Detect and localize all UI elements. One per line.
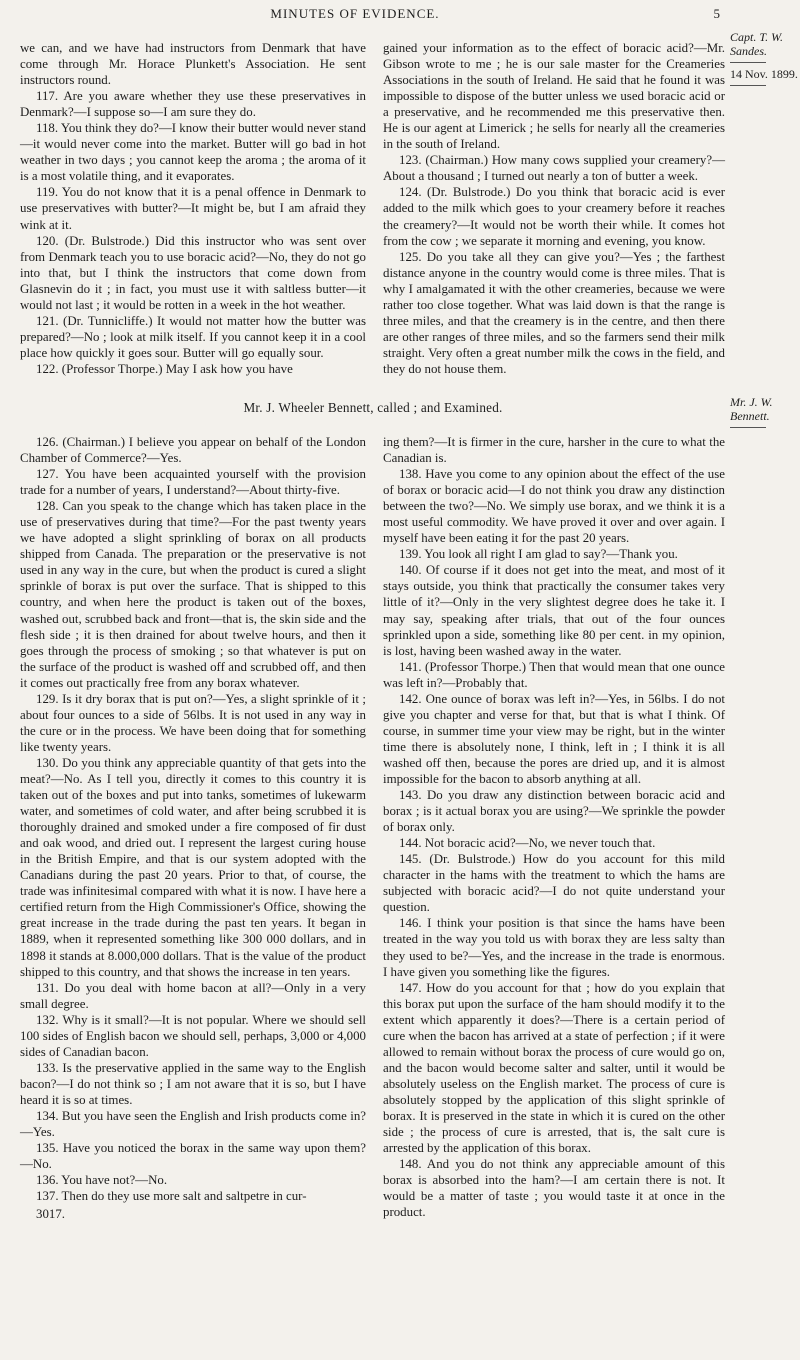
- running-title: MINUTES OF EVIDENCE.: [270, 6, 440, 21]
- margin-note-witness-two: [730, 395, 798, 432]
- section-one-left-column: [20, 40, 366, 377]
- margin-note-witness-one: [730, 30, 798, 90]
- margin-witness-name: Mr. J. W. Bennett.: [730, 395, 773, 423]
- section-two-right-column: [383, 434, 725, 1220]
- paragraph: 119. You do not know that it is a penal offence in Denmark to use preservatives with butter?—It might be, but I am afraid they wink at it.: [20, 185, 366, 232]
- paragraph: 137. Then do they use more salt and saltpetre in cur-: [36, 1189, 307, 1204]
- paragraph: 145. (Dr. Bulstrode.) How do you account for this mild character in the hams with the treatment to which the hams are subjected with boracic acid?—I do not quite understand your question.: [383, 852, 725, 915]
- paragraph: 128. Can you speak to the change which has taken place in the use of preservatives during that time?—For the past twenty years we have adopted a slight sprinkling of borax on all products shipped from Canada. The preparation or the preservative is not used in any way in the cure, but when the product is cured a slight sprinkle of borax is put over the surface. That is shipped to this country, and when here the product is taken out of the boxes, washed out, scrubbed back and front—that is, the skin side and the flesh side ; it is then drained for about twelve hours, and then it goes through the process of smoking ; so that whatever is put on the surface of the product is washed off and scrubbed off, and then it comes out practically free from any borax whatever.: [20, 499, 366, 690]
- paragraph: 121. (Dr. Tunnicliffe.) It would not matter how the butter was prepared?—No ; look at milk itself. If you cannot keep it in a cool place how quickly it goes sour. Butter will go equally sour.: [20, 313, 366, 360]
- paragraph: 123. (Chairman.) How many cows supplied your creamery?—About a thousand ; I turned out nearly a ton of butter a week.: [383, 153, 725, 184]
- paragraph: gained your information as to the effect of boracic acid?—Mr. Gibson wrote to me ; he is our sale master for the Creameries Associations in the south of Ireland. He said that he found it was impossible to dispose of the butter unless we used boracic acid or a preservative, and he recommended me this preservative then. He is our agent at Limerick ; he sells for nearly all the creameries in the south of Ireland.: [383, 41, 725, 152]
- witness-heading: Mr. J. Wheeler Bennett, called ; and Examined.: [243, 400, 503, 415]
- paragraph: 143. Do you draw any distinction between boracic acid and borax ; is it actual borax you are using?—We sprinkle the powder of borax only.: [383, 788, 725, 835]
- paragraph: 125. Do you take all they can give you?—Yes ; the farthest distance anyone in the country would come is three miles. That is why I amalgamated it with the other creameries, because we were rather too close together. What was laid down is that the range is three miles, and that the creamery is in the centre, and then there are other ranges of three miles, and so the farmers send their milk straight. Very often a great number milk the cows in the field, and they do not house them.: [383, 249, 725, 376]
- margin-divider: [730, 85, 766, 86]
- paragraph: 133. Is the preservative applied in the same way to the English bacon?—I do not think so ; I am not aware that it is so, but I have heard it is so at times.: [20, 1060, 366, 1107]
- paragraph: 118. You think they do?—I know their butter would never stand—it would never come into the market. Butter will go bad in hot weather in two days ; you cannot keep the aroma ; the aroma of it is a most volatile thing, and it evaporates.: [20, 121, 366, 184]
- section-one-right-column: [383, 40, 725, 377]
- paragraph: 130. Do you think any appreciable quantity of that gets into the meat?—No. As I tell you, directly it comes to this country it is taken out of the boxes and put into tanks, sometimes of lukewarm water, and sometimes of cold water, and after being scrubbed it is thoroughly drained and smoked under a fire composed of fir dust and oak wood, and dried out. I represent the largest curing house in the British Empire, and that is our system adopted with the Canadians during the past 20 years. Prior to that, of course, the trade was infinitesimal compared with what it is now. I have here a certified return from the High Commissioner's Office, showing the great increase in the trade during the past ten years. It began in 1889, when it represented something like 300 000 dollars, and in 1898 it stands at 8.000,000 dollars. That is the value of the product shipped to this country, and that shows the increase in ten years.: [20, 755, 366, 979]
- paragraph: 127. You have been acquainted yourself with the provision trade for a number of years, I understand?—About thirty-five.: [20, 467, 366, 498]
- signature-mark: 3017.: [36, 1207, 66, 1222]
- paragraph: we can, and we have had instructors from Denmark that have come through Mr. Horace Plunkett's Association. He sent instructors round.: [20, 41, 366, 88]
- margin-date: 14 Nov. 1899.: [730, 67, 798, 81]
- paragraph: 131. Do you deal with home bacon at all?—Only in a very small degree.: [20, 980, 366, 1011]
- paragraph: 147. How do you account for that ; how do you explain that this borax put upon the surface of the ham should modify it to the extent which apparently it does?—There is a certain period of cure when the bacon has arrived at a state of perfection ; if it were allowed to remain without borax the process of cure would go on, and the bacon would become salter and salter, until it would be absolutely useless on the English market. The process of cure is absolutely stopped by the application of this slight sprinkle of borax. It is preserved in the state in which it is cured on the other side ; the process of cure is arrested, that is, the salt cure is arrested by the application of this borax.: [383, 980, 725, 1156]
- margin-divider: [730, 427, 766, 428]
- paragraph: 148. And you do not think any appreciable amount of this borax is absorbed into the ham?—I am certain there is not. It would be a matter of taste ; you would taste it at once in the product.: [383, 1157, 725, 1220]
- paragraph: 144. Not boracic acid?—No, we never touch that.: [399, 836, 656, 851]
- paragraph: 135. Have you noticed the borax in the same way upon them?—No.: [20, 1141, 366, 1172]
- paragraph: 122. (Professor Thorpe.) May I ask how you have: [36, 361, 293, 376]
- paragraph: 142. One ounce of borax was left in?—Yes, in 56lbs. I do not give you chapter and verse for that, but that is what I think. Of course, in summer time your view may be right, but in the winter time there is absolutely none, I think, left in ; I think it is all washed off then, because the pores are dried up, and it is almost impossible for the bacon to absorb anything at all.: [383, 691, 725, 786]
- margin-divider: [730, 62, 766, 63]
- paragraph: 132. Why is it small?—It is not popular. Where we should sell 100 sides of English bacon we should sell, perhaps, 3,000 or 4,000 sides of Canadian bacon.: [20, 1012, 366, 1059]
- paragraph: 136. You have not?—No.: [36, 1173, 168, 1188]
- paragraph: 138. Have you come to any opinion about the effect of the use of borax or boracic acid—I do not think you draw any distinction between the two?—No. We simply use borax, and we think it is a most useful commodity. We have proved it over and over again. I myself have been eating it for the past 20 years.: [383, 467, 725, 546]
- paragraph: 134. But you have seen the English and Irish products come in?—Yes.: [20, 1108, 366, 1140]
- paragraph: 141. (Professor Thorpe.) Then that would mean that one ounce was left in?—Probably that.: [383, 659, 725, 690]
- paragraph: 120. (Dr. Bulstrode.) Did this instructor who was sent over from Denmark teach you to use boracic acid?—No, they do not go into that, but I think the instructors that come down from Glasnevin do it ; in fact, you must use it with saltless butter—it would not last ; it would be rotten in a week in the hot weather.: [20, 233, 366, 312]
- page-header: [20, 6, 720, 28]
- paragraph: 129. Is it dry borax that is put on?—Yes, a slight sprinkle of it ; about four ounces to a side of 56lbs. It is not used in any way in the cure or in the process. We have been doing that for something like twenty years.: [20, 691, 366, 754]
- paragraph: 117. Are you aware whether they use these preservatives in Denmark?—I suppose so—I am sure they do.: [20, 89, 366, 120]
- paragraph: 140. Of course if it does not get into the meat, and most of it stays outside, you think that practically the consumer takes very little of it?—Only in the very slightest degree does he take it. I may say, speaking after trials, that out of the four ounces sprinkled upon a side, something like 80 per cent. in my opinion, is lost, having been washed away in the water.: [383, 563, 725, 658]
- paragraph: ing them?—It is firmer in the cure, harsher in the cure to what the Canadian is.: [383, 435, 725, 466]
- section-two-left-column: [20, 434, 366, 1222]
- margin-witness-name: Capt. T. W. Sandes.: [730, 30, 784, 58]
- paragraph: 139. You look all right I am glad to say?—Thank you.: [399, 547, 678, 562]
- paragraph: 126. (Chairman.) I believe you appear on behalf of the London Chamber of Commerce?—Yes.: [20, 435, 366, 466]
- page-number: 5: [713, 6, 720, 21]
- paragraph: 124. (Dr. Bulstrode.) Do you think that boracic acid is ever added to the milk which goes to your creamery before it reaches the creamery?—It would not be worth their while. It comes hot from the cow ; we separate it morning and evening, you know.: [383, 185, 725, 248]
- paragraph: 146. I think your position is that since the hams have been treated in the way you told us with borax they are less salty than they used to be?—Yes, and the increase in the trade is enormous. I have given you something like the figures.: [383, 916, 725, 979]
